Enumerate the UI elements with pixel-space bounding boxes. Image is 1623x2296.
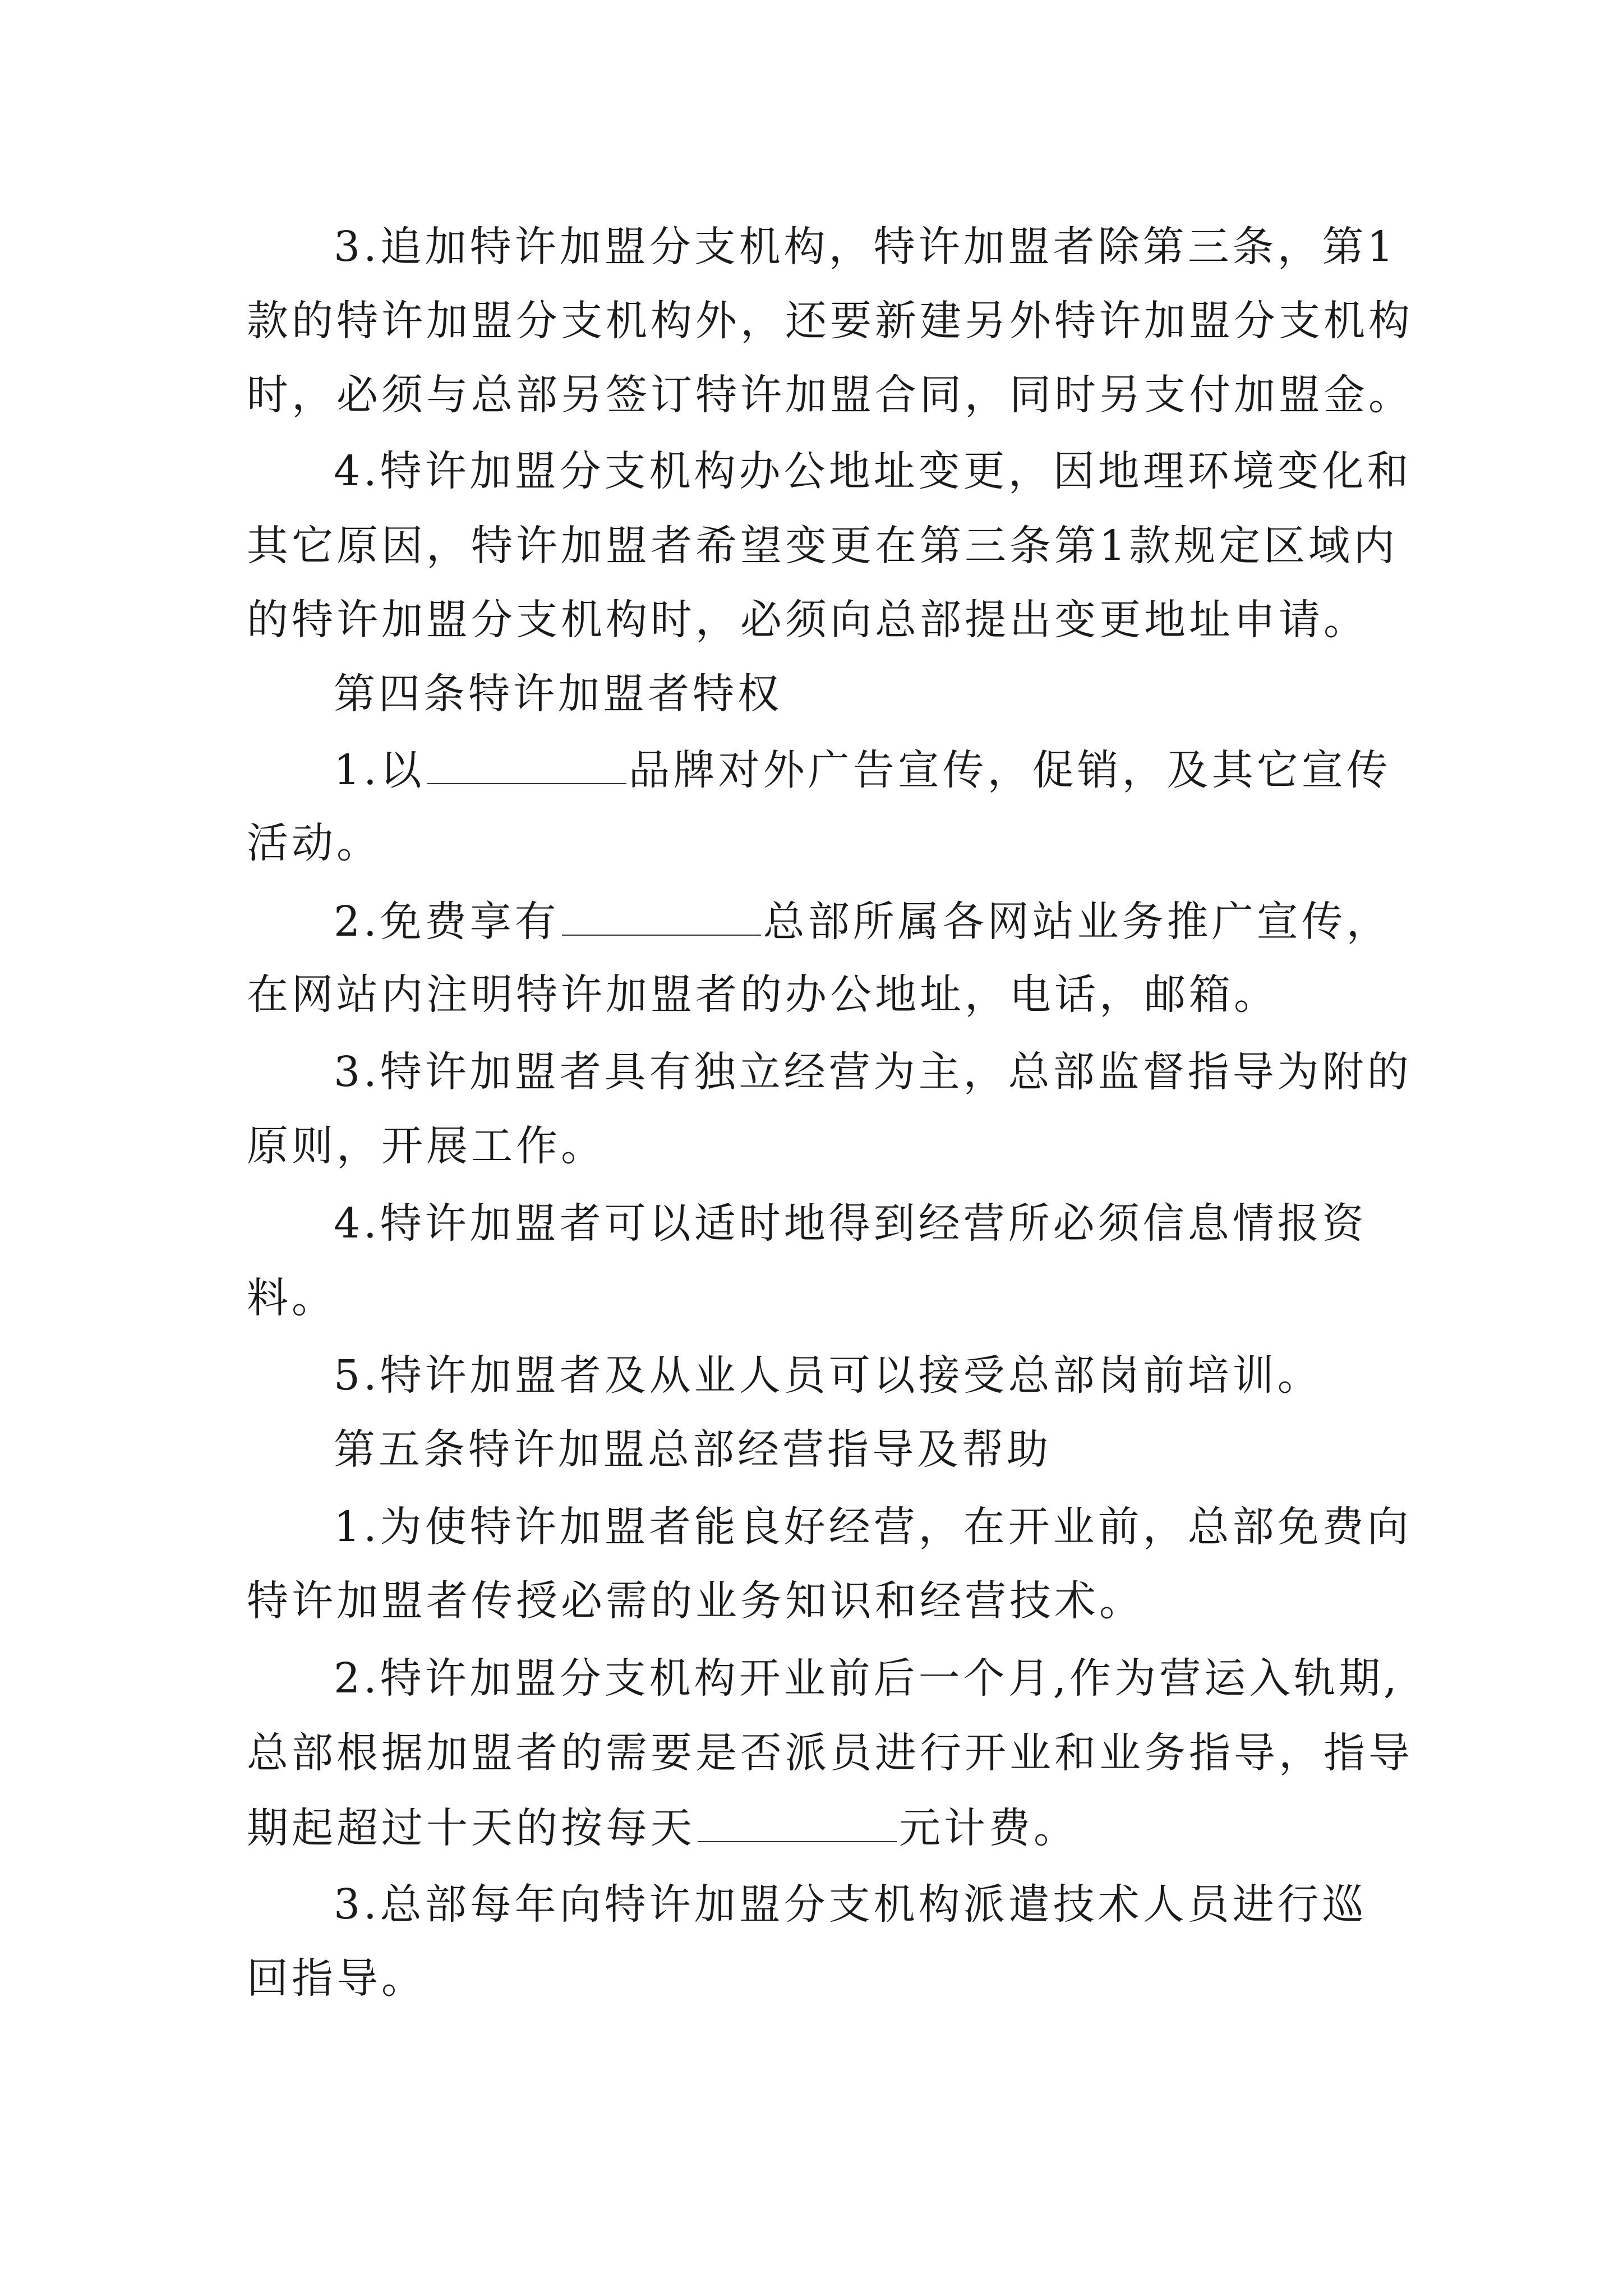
text-line: 款的特许加盟分支机构外，还要新建另外特许加盟分支机构 (247, 297, 1413, 345)
text-line-with-blank (247, 1802, 1078, 1853)
text-after-blank: 元计费。 (899, 1804, 1078, 1852)
fill-in-blank (562, 895, 761, 936)
text-line: 其它原因，特许加盟者希望变更在第三条第1款规定区域内 (247, 522, 1399, 570)
text-line: 3.追加特许加盟分支机构，特许加盟者除第三条，第1 (334, 223, 1397, 271)
text-line: 4.特许加盟者可以适时地得到经营所必须信息情报资 (334, 1199, 1367, 1248)
text-before-blank: 期起超过十天的按每天 (247, 1804, 695, 1852)
section-heading: 第五条特许加盟总部经营指导及帮助 (334, 1425, 1052, 1474)
text-line-with-blank (334, 744, 1391, 795)
text-line: 总部根据加盟者的需要是否派员进行开业和业务指导，指导 (247, 1729, 1413, 1777)
text-line: 在网站内注明特许加盟者的办公地址，电话，邮箱。 (247, 970, 1279, 1019)
text-line: 时，必须与总部另签订特许加盟合同，同时另支付加盟金。 (247, 371, 1413, 419)
text-line: 料。 (247, 1274, 336, 1322)
text-line: 4.特许加盟分支机构办公地址变更，因地理环境变化和 (334, 447, 1412, 495)
fill-in-blank (698, 1802, 897, 1842)
text-line: 1.为使特许加盟者能良好经营，在开业前，总部免费向 (334, 1503, 1412, 1551)
text-line: 原则，开展工作。 (247, 1122, 606, 1170)
fill-in-blank (427, 744, 626, 784)
section-heading: 第四条特许加盟者特权 (334, 670, 782, 718)
text-before-blank: 2.免费享有 (334, 898, 560, 946)
text-line: 2.特许加盟分支机构开业前后一个月,作为营运入轨期, (334, 1654, 1400, 1703)
text-line-with-blank (334, 895, 1391, 947)
text-before-blank: 1.以 (334, 746, 425, 794)
text-line: 的特许加盟分支机构时，必须向总部提出变更地址申请。 (247, 596, 1368, 644)
text-after-blank: 品牌对外广告宣传，促销，及其它宣传 (628, 746, 1391, 794)
text-after-blank: 总部所属各网站业务推广宣传， (763, 898, 1391, 946)
text-line: 活动。 (247, 819, 381, 867)
text-line: 3.特许加盟者具有独立经营为主，总部监督指导为附的 (334, 1048, 1412, 1096)
text-line: 回指导。 (247, 1954, 426, 2003)
text-line: 特许加盟者传授必需的业务知识和经营技术。 (247, 1577, 1144, 1625)
text-line: 5.特许加盟者及从业人员可以接受总部岗前培训。 (334, 1351, 1322, 1400)
text-line: 3.总部每年向特许加盟分支机构派遣技术人员进行巡 (334, 1880, 1367, 1929)
